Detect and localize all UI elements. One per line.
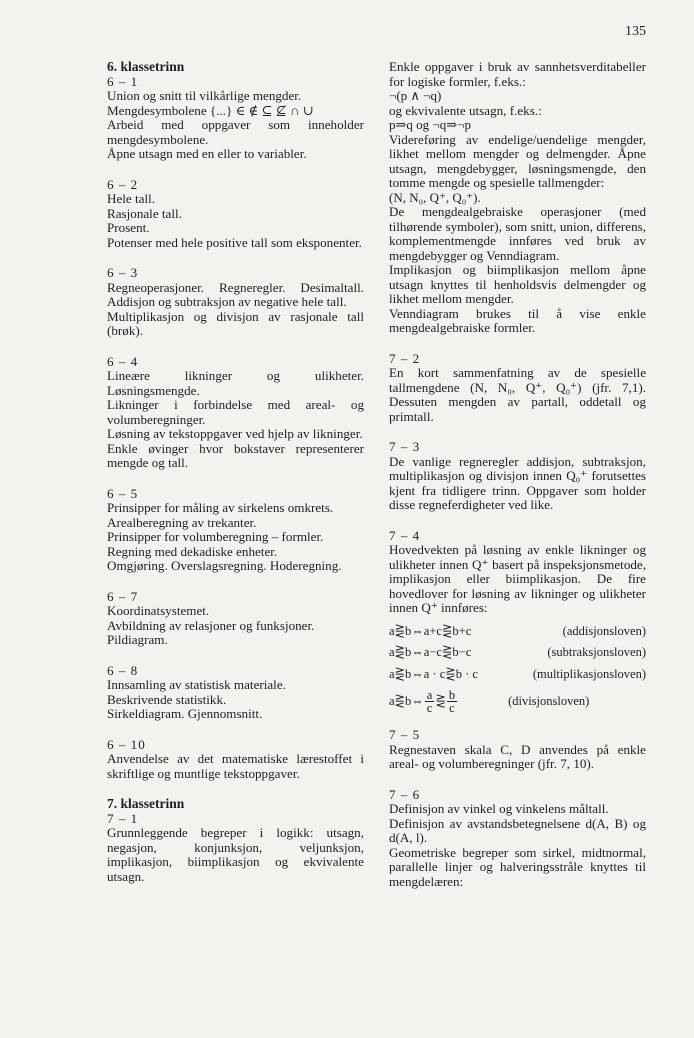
section-id: 6 – 3 [107,265,139,280]
section-6-1 [107,75,364,162]
line: Koordinatsystemet. [107,603,210,618]
law-formula: a⋛b⇔a · c⋛b · c [389,666,478,681]
section-id: 6 – 1 [107,73,139,89]
line: Definisjon av vinkel og vinkelens måltall. [389,801,609,816]
section-6-10 [107,738,364,782]
line: Mengdesymbolene {...} ∈ ∉ ⊆ ⊈ ∩ ∪ [107,102,314,118]
section-id: 7 – 4 [389,527,421,543]
section-6-5 [107,487,364,574]
line: Union og snitt til vilkårlige mengder. [107,88,302,103]
line: Lineære likninger og ulikheter. Løsningsmengde. [107,368,364,398]
section-id: 7 – 2 [389,350,421,366]
line: Anvendelse av det matematiske lærestoffet i skriftlige og muntlige tekstoppgaver. [107,751,364,781]
line: Enkle øvinger hvor bokstaver representerer mengde og tall. [107,440,364,470]
section-id: 7 – 3 [389,439,421,454]
section-id: 7 – 5 [389,727,421,742]
line: Regneoperasjoner. Regneregler. Desimaltall. Addisjon og subtraksjon av negative hele tall. [107,279,364,309]
division-law [389,689,646,714]
formula: (N, N₀, Q⁺, Q₀⁺). [389,189,481,205]
line: Prosent. [107,220,150,235]
section-text: Hovedvekten på løsning av enkle likninger og ulikheter innen Q⁺ basert på inspeksjonsmetode, implikasjon eller biimplikasjon. De fire hovedlover for løsning av likninger og ulikheter innen Q⁺ innføres: [389,542,646,615]
line: Prinsipper for måling av sirkelens omkrets. [107,500,334,515]
subtraction-law [389,645,646,660]
line: Avbildning av relasjoner og funksjoner. [107,617,315,633]
right-column [389,60,646,905]
paragraph: Venndiagram brukes til å vise enkle mengdealgebraiske formler. [389,305,646,335]
line: Regning med dekadiske enheter. [107,543,278,559]
section-7-5 [389,728,646,772]
section-text: De vanlige regneregler addisjon, subtraksjon, multiplikasjon og divisjon innen Q₀⁺ forutsettes kjent fra tidligere trinn. Oppgaver som holder disse regneferdigheter ved like. [389,453,646,512]
fraction-numerator: a [426,688,433,702]
law-name: (subtraksjonsloven) [547,645,646,659]
law-name: (divisjonsloven) [508,694,590,709]
section-7-4 [389,529,646,616]
law-name: (addisjonsloven) [562,623,646,638]
section-id: 6 – 2 [107,176,139,192]
section-6-8 [107,664,364,722]
section-text: Regnestaven skala C, D anvendes på enkle areal- og volumberegninger (jfr. 7, 10). [389,741,646,771]
line: Pildiagram. [107,632,168,647]
line: Grunnleggende begreper i logikk: utsagn, negasjon, konjunksjon, veljunksjon, implikasjon, biimplikasjon og ekvivalente utsagn. [107,825,364,884]
line: Omgjøring. Overslagsregning. Hoderegning. [107,558,342,573]
line: Åpne utsagn med en eller to variabler. [107,146,307,161]
line: Rasjonale tall. [107,205,182,221]
line: Geometriske begreper som sirkel, midtnormal, parallelle linjer og halveringsstråle knyttes til mengdelæren: [389,844,646,889]
section-7-3 [389,440,646,513]
section-6-7 [107,590,364,648]
paragraph: De mengdealgebraiske operasjoner (med tilhørende symboler), som snitt, union, differens, komplementmengde innføres ved bruk av mengdebygger og Venndiagram. [389,204,646,263]
line: Arbeid med oppgaver som inneholder mengdesymbolene. [107,117,364,147]
page-number: 135 [625,24,646,39]
paragraph: Videreføring av endelige/uendelige mengder, likhet mellom mengder og delmengder. Åpne utsagn, mengdebygger, løsningsmengde, den tomme mengde og spesielle tallmengder: [389,131,646,190]
section-text: En kort sammenfatning av de spesielle tallmengdene (N, N₀, Q⁺, Q₀⁺) (jfr. 7,1). Dessuten mengden av partall, oddetall og primtall. [389,365,646,424]
law-formula: a⋛b⇔ [389,694,424,709]
section-7-1 [107,812,364,885]
line: Hele tall. [107,191,155,206]
section-id: 7 – 1 [107,810,139,826]
fraction-denominator: c [449,701,455,715]
grade-6-heading: 6. klassetrinn [107,59,185,74]
section-6-4 [107,355,364,471]
section-6-2 [107,178,364,251]
section-id: 7 – 6 [389,786,421,802]
line: Innsamling av statistisk materiale. [107,677,286,692]
section-id: 6 – 10 [107,736,146,752]
section-7-2 [389,352,646,425]
line: Likninger i forbindelse med areal- og volumberegninger. [107,397,364,427]
section-id: 6 – 7 [107,588,139,604]
line: Beskrivende statistikk. [107,691,227,707]
law-formula: a⋛b⇔a+c⋛b+c [389,623,472,638]
multiplication-law [389,667,646,682]
line: Prinsipper for volumberegning – formler. [107,529,324,544]
law-formula: a⋛b⇔a−c⋛b−c [389,645,472,659]
section-id: 6 – 5 [107,485,139,501]
paragraph: og ekvivalente utsagn, f.eks.: [389,102,542,118]
section-6-3 [107,266,364,339]
line: Arealberegning av trekanter. [107,514,257,530]
addition-law [389,624,646,639]
formula: p⇒q og ¬q⇒¬p [389,117,471,132]
line: Multiplikasjon og divisjon av rasjonale tall (brøk). [107,308,364,338]
paragraph: Enkle oppgaver i bruk av sannhetsverditabeller for logiske formler, f.eks.: [389,59,646,89]
section-7-6 [389,788,646,890]
line: Definisjon av avstandsbetegnelsene d(A, B) og d(A, l). [389,815,646,845]
section-id: 6 – 4 [107,353,139,369]
left-column [107,60,364,900]
fraction-numerator: b [448,688,456,702]
fraction-denominator: c [426,701,433,715]
line: Løsning av tekstoppgaver ved hjelp av likninger. [107,426,363,441]
line: Potenser med hele positive tall som eksponenter. [107,234,362,250]
law-name: (multiplikasjonsloven) [532,666,646,681]
section-id: 6 – 8 [107,662,139,678]
paragraph: Implikasjon og biimplikasjon mellom åpne utsagn knyttes til henholdsvis delmengder og likhet mellom mengder. [389,262,646,306]
grade-7-heading: 7. klassetrinn [107,796,185,811]
comparison-symbol: ⋛ [435,694,446,709]
formula: ¬(p ∧ ¬q) [389,88,442,103]
line: Sirkeldiagram. Gjennomsnitt. [107,706,263,721]
